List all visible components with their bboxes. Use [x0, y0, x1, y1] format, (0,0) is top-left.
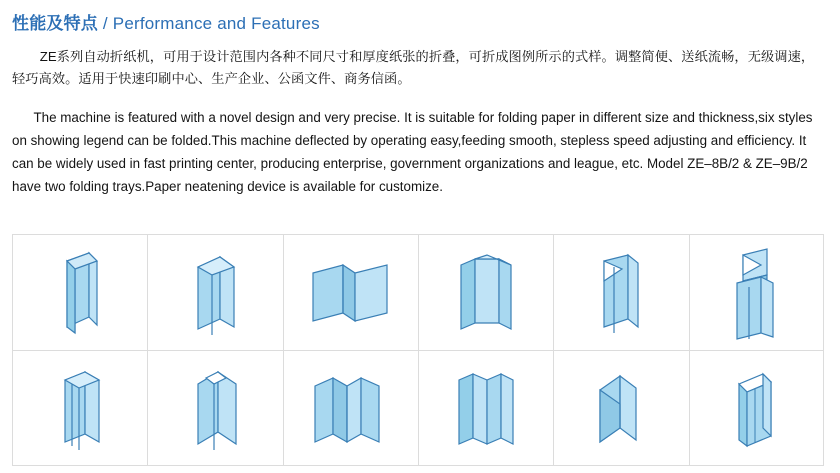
- fold-diagram-icon: [717, 245, 795, 341]
- fold-style-1: [12, 234, 147, 350]
- fold-style-11: [553, 350, 688, 466]
- fold-diagram-icon: [443, 362, 529, 454]
- fold-diagram-icon: [180, 247, 250, 339]
- fold-style-7: [12, 350, 147, 466]
- fold-diagram-icon: [45, 247, 115, 339]
- page-title-separator: /: [98, 14, 113, 33]
- fold-diagram-icon: [582, 247, 660, 339]
- fold-style-10: [418, 350, 553, 466]
- fold-style-12: [689, 350, 824, 466]
- fold-style-9: [283, 350, 418, 466]
- fold-diagram-icon: [447, 247, 525, 339]
- fold-style-4: [418, 234, 553, 350]
- fold-diagram-icon: [303, 247, 399, 339]
- fold-style-6: [689, 234, 824, 350]
- fold-diagram-icon: [180, 362, 250, 454]
- fold-diagram-icon: [717, 362, 795, 454]
- fold-diagram-icon: [303, 362, 399, 454]
- fold-style-8: [147, 350, 282, 466]
- page-title: [0, 0, 840, 36]
- page-title-english: Performance and Features: [112, 14, 320, 33]
- fold-style-3: [283, 234, 418, 350]
- fold-diagram-icon: [45, 362, 115, 454]
- fold-style-5: [553, 234, 688, 350]
- fold-diagram-icon: [582, 362, 660, 454]
- page-title-chinese: 性能及特点: [12, 14, 98, 33]
- chinese-description: ZE系列自动折纸机，可用于设计范围内各种不同尺寸和厚度纸张的折叠，可折成图例所示的式样。调整简便、送纸流畅，无级调速，轻巧高效。适用于快速印刷中心、生产企业、公函文件、商务信函。: [12, 49, 815, 86]
- fold-style-gallery: [12, 234, 824, 466]
- english-description: The machine is featured with a novel design and very precise. It is suitable for folding paper in different size and thickness,six styles on showing legend can be folded.This machine deflected by operating easy,feeding smooth, stepless speed adjusting and efficiency. It can be widely used in fast printing center, producing enterprise, government organizations and league, etc. Model ZE–8B/2 & ZE–9B/2 have two folding trays.Paper neatening device is available for customize.: [12, 110, 813, 194]
- fold-style-2: [147, 234, 282, 350]
